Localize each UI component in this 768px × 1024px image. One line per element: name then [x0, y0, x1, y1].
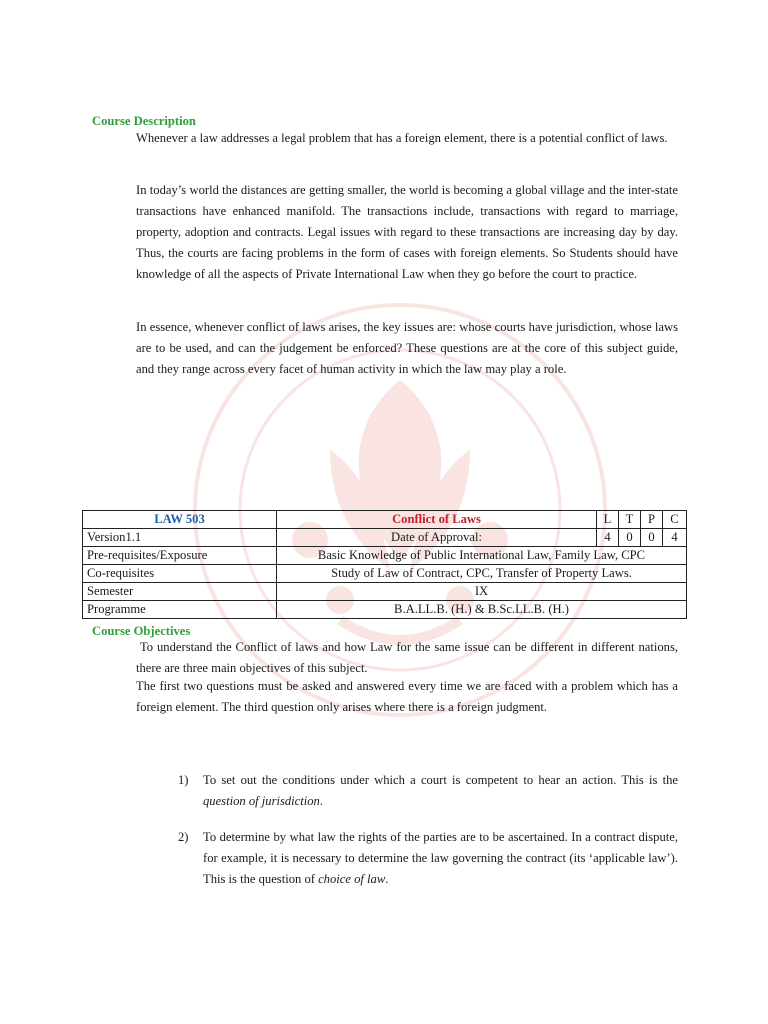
list-text: To determine by what law the rights of the parties are to be ascertained. In a contract dispute, for example, it is necessary to determine the law governing the contract (its ‘applicable law’). This is the question of choice of law. [203, 830, 678, 886]
ltpc-value-p: 0 [641, 529, 663, 547]
description-paragraph-3: In essence, whenever conflict of laws arises, the key issues are: whose courts have jurisdiction, whose laws are to be used, and can the judgement be enforced? These questions are at the core of this subject guide, and they range across every facet of human activity in which the law may play a role. [136, 320, 678, 376]
table-row [83, 511, 687, 529]
ltpc-value-l: 4 [597, 529, 619, 547]
table-row [83, 601, 687, 619]
ltpc-header-c: C [663, 511, 687, 529]
objectives-paragraph-2: The first two questions must be asked and answered every time we are faced with a problem which has a foreign element. The third question only arises where there is a foreign judgment. [136, 679, 678, 714]
course-objectives-heading: Course Objectives [92, 624, 191, 638]
list-number: 1) [178, 773, 189, 787]
row-label: Co-requisites [83, 565, 277, 583]
emphasis-text: choice of law [318, 872, 386, 886]
table-row [83, 565, 687, 583]
course-code: LAW 503 [83, 511, 277, 529]
row-label: Programme [83, 601, 277, 619]
objectives-paragraph-1: To understand the Conflict of laws and how Law for the same issue can be different in different nations, there are three main objectives of this subject. [136, 640, 682, 675]
row-value: Study of Law of Contract, CPC, Transfer of Property Laws. [277, 565, 687, 583]
table-row [83, 529, 687, 547]
description-paragraph-1: Whenever a law addresses a legal problem that has a foreign element, there is a potential conflict of laws. [136, 131, 668, 145]
ltpc-value-c: 4 [663, 529, 687, 547]
row-label: Version1.1 [83, 529, 277, 547]
ltpc-header-p: P [641, 511, 663, 529]
course-info-table [82, 510, 687, 619]
ltpc-header-l: L [597, 511, 619, 529]
row-value: IX [277, 583, 687, 601]
list-text: To set out the conditions under which a court is competent to hear an action. This is the question of jurisdiction. [203, 773, 678, 808]
table-row [83, 547, 687, 565]
row-value: Date of Approval: [277, 529, 597, 547]
list-number: 2) [178, 830, 189, 844]
table-row [83, 583, 687, 601]
row-label: Pre-requisites/Exposure [83, 547, 277, 565]
ltpc-header-t: T [619, 511, 641, 529]
description-paragraph-2: In today’s world the distances are getting smaller, the world is becoming a global village and the inter-state transactions have enhanced manifold. The transactions include, transactions with regard to marriage, property, adoption and contracts. Legal issues with regard to these transactions are increasing day by day. Thus, the courts are facing problems in the form of cases with foreign elements. So Students should have knowledge of all the aspects of Private International Law when they go before the court to practice. [136, 183, 678, 281]
course-description-heading: Course Description [92, 114, 196, 128]
course-title: Conflict of Laws [277, 511, 597, 529]
row-label: Semester [83, 583, 277, 601]
row-value: Basic Knowledge of Public International Law, Family Law, CPC [277, 547, 687, 565]
emphasis-text: question of jurisdiction [203, 794, 320, 808]
row-value: B.A.LL.B. (H.) & B.Sc.LL.B. (H.) [277, 601, 687, 619]
ltpc-value-t: 0 [619, 529, 641, 547]
